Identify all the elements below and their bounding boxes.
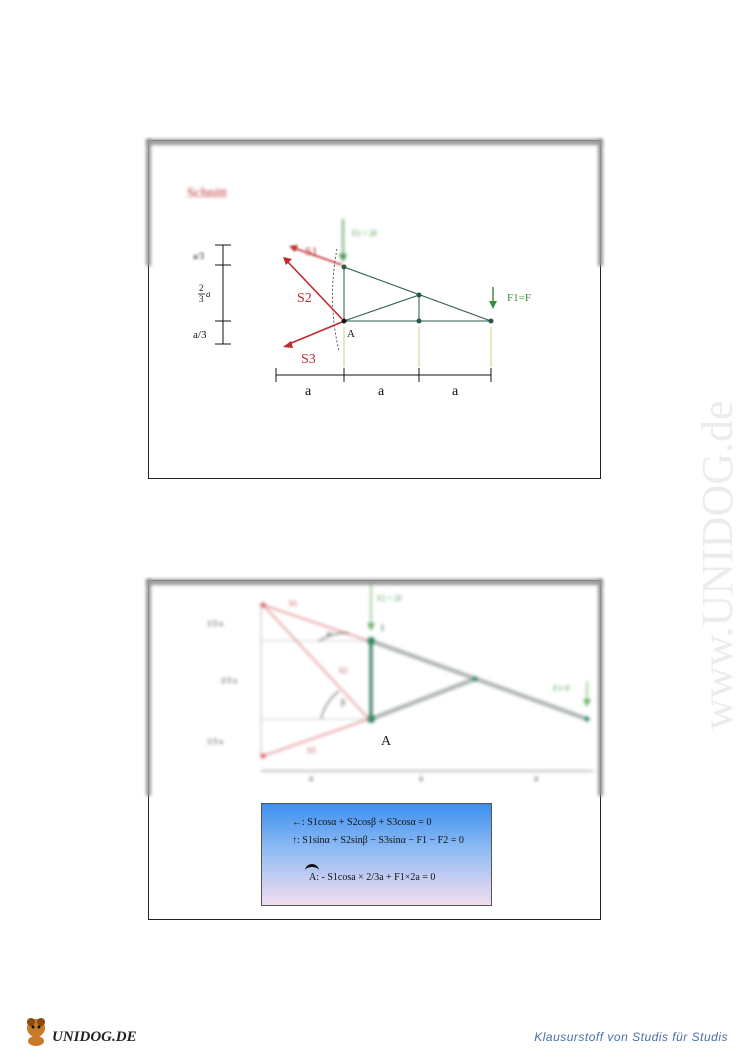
f1-label: F1=F	[553, 684, 571, 693]
s1-label: S1	[289, 599, 298, 608]
seg1-label: a	[309, 773, 313, 783]
s3-label: S3	[301, 352, 316, 367]
unidog-logo	[22, 1014, 152, 1048]
seg3-label: a	[452, 384, 459, 399]
slide-top-bar	[147, 139, 602, 145]
dim-top-label: 1/3 a	[207, 619, 223, 628]
dim-mid-var: a	[206, 289, 211, 299]
dim-bot-label: a/3	[193, 329, 207, 341]
watermark	[660, 270, 750, 740]
member-forces	[283, 244, 342, 367]
s2-label: S2	[339, 666, 348, 675]
f1-label: F1=F	[507, 292, 531, 304]
seg2-label: a	[378, 384, 385, 399]
loads	[339, 219, 531, 309]
vertical-equilibrium: ↑: S1sinα + S2sinβ − S3sinα − F1 − F2 = 0	[292, 835, 464, 846]
guide-lines	[344, 327, 491, 367]
footer-tagline: Klausurstoff von Studis für Studis	[534, 1030, 728, 1044]
s1-label: S1	[305, 244, 318, 258]
node-tip	[489, 319, 494, 324]
alpha-label: α	[327, 629, 332, 638]
vertical-dimension	[193, 245, 231, 344]
svg-text:www.UNIDOG.de: www.UNIDOG.de	[693, 400, 742, 730]
horizontal-dimension	[276, 368, 491, 399]
moment-equilibrium: A: - S1cosa × 2/3a + F1×2a = 0	[309, 872, 436, 883]
i-label: I	[381, 623, 384, 633]
seg1-label: a	[305, 384, 312, 399]
slide-schnitt	[148, 140, 601, 479]
dim-mid-num: 2	[199, 283, 204, 293]
node-top	[342, 265, 347, 270]
slide-equilibrium	[148, 580, 601, 920]
truss-cut-diagram	[149, 141, 602, 480]
dim-top-label: a/3	[193, 251, 204, 261]
beta-label: β	[341, 698, 346, 707]
s3-label: S3	[307, 746, 316, 755]
node-a-label: A	[381, 734, 392, 749]
seg3-label: a	[534, 773, 538, 783]
dim-bot-label: 1/3 a	[207, 737, 223, 746]
seg2-label: a	[419, 773, 423, 783]
logo-text: UNIDOG.DE	[52, 1029, 137, 1045]
horizontal-equilibrium: ←: S1cosα + S2cosβ + S3cosα = 0	[292, 817, 432, 828]
dim-mid-label: 2/3 a	[221, 676, 237, 685]
dim-mid-den: 3	[199, 294, 204, 304]
slide-left-bar	[146, 139, 151, 266]
equation-box	[261, 803, 492, 906]
slide-right-bar	[598, 139, 603, 266]
node-bottom-mid	[417, 319, 422, 324]
f2-label: F2 = 2F	[377, 594, 403, 603]
slide-title: Schnitt	[187, 186, 227, 201]
node-mid	[417, 293, 422, 298]
f2-label: F2 = 2F	[352, 229, 378, 238]
node-a-label: A	[347, 328, 355, 340]
s2-label: S2	[297, 291, 312, 306]
